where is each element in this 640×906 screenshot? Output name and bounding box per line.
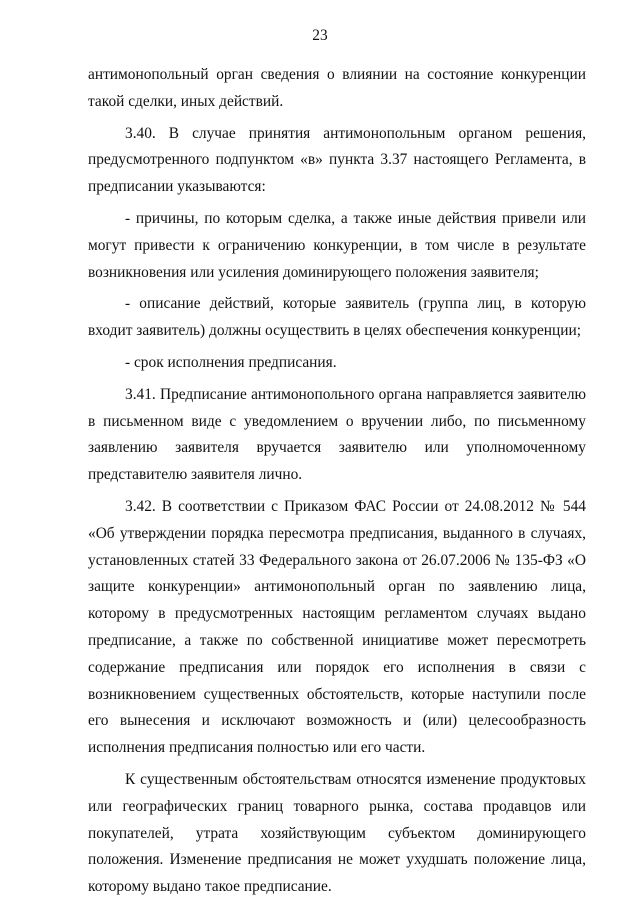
paragraph-list-item-reasons: - причины, по которым сделка, а также иные действия привели или могут привести к ограничению конкуренции, в том числе в результате возникновения или усиления доминирующего положения заявителя; [88, 209, 586, 281]
paragraph-3-42: 3.42. В соответствии с Приказом ФАС России от 24.08.2012 № 544 «Об утверждении порядка пересмотра предписания, выданного в случаях, установленных статей 33 Федерального закона от 26.07.2006 № 135-ФЗ «О защите конкуренции» антимонопольный орган по заявлению лица, которому в предусмотренных настоящим регламентом случаях выдано предписание, а также по собственной инициативе может пересмотреть содержание предписания или порядок его исполнения в связи с возникновением существенных обстоятельств, которые наступили после его вынесения и исключают возможность и (или) целесообразность исполнения предписания полностью или его части. [88, 497, 586, 757]
paragraph-list-item-deadline: - срок исполнения предписания. [125, 353, 337, 371]
paragraph-list-item-actions: - описание действий, которые заявитель (группа лиц, в которую входит заявитель) должны осуществить в целях обеспечения конкуренции; [88, 295, 586, 340]
document-body [88, 62, 586, 906]
paragraph-3-40: 3.40. В случае принятия антимонопольным органом решения, предусмотренного подпунктом «в» пункта 3.37 настоящего Регламента, в предписании указываются: [88, 124, 586, 196]
page-number: 23 [312, 27, 328, 44]
paragraph-3-41: 3.41. Предписание антимонопольного органа направляется заявителю в письменном виде с уведомлением о вручении либо, по письменному заявлению заявителя вручается заявителю или уполномоченному представителю заявителя лично. [88, 385, 586, 484]
paragraph-continuation: антимонопольный орган сведения о влиянии на состояние конкуренции такой сделки, иных действий. [88, 66, 586, 110]
paragraph-material-circumstances: К существенным обстоятельствам относятся изменение продуктовых или географических границ товарного рынка, состава продавцов или покупателей, утрата хозяйствующим субъектом доминирующего положения. Изменение предписания не может ухудшать положение лица, которому выдано такое предписание. [88, 770, 586, 896]
